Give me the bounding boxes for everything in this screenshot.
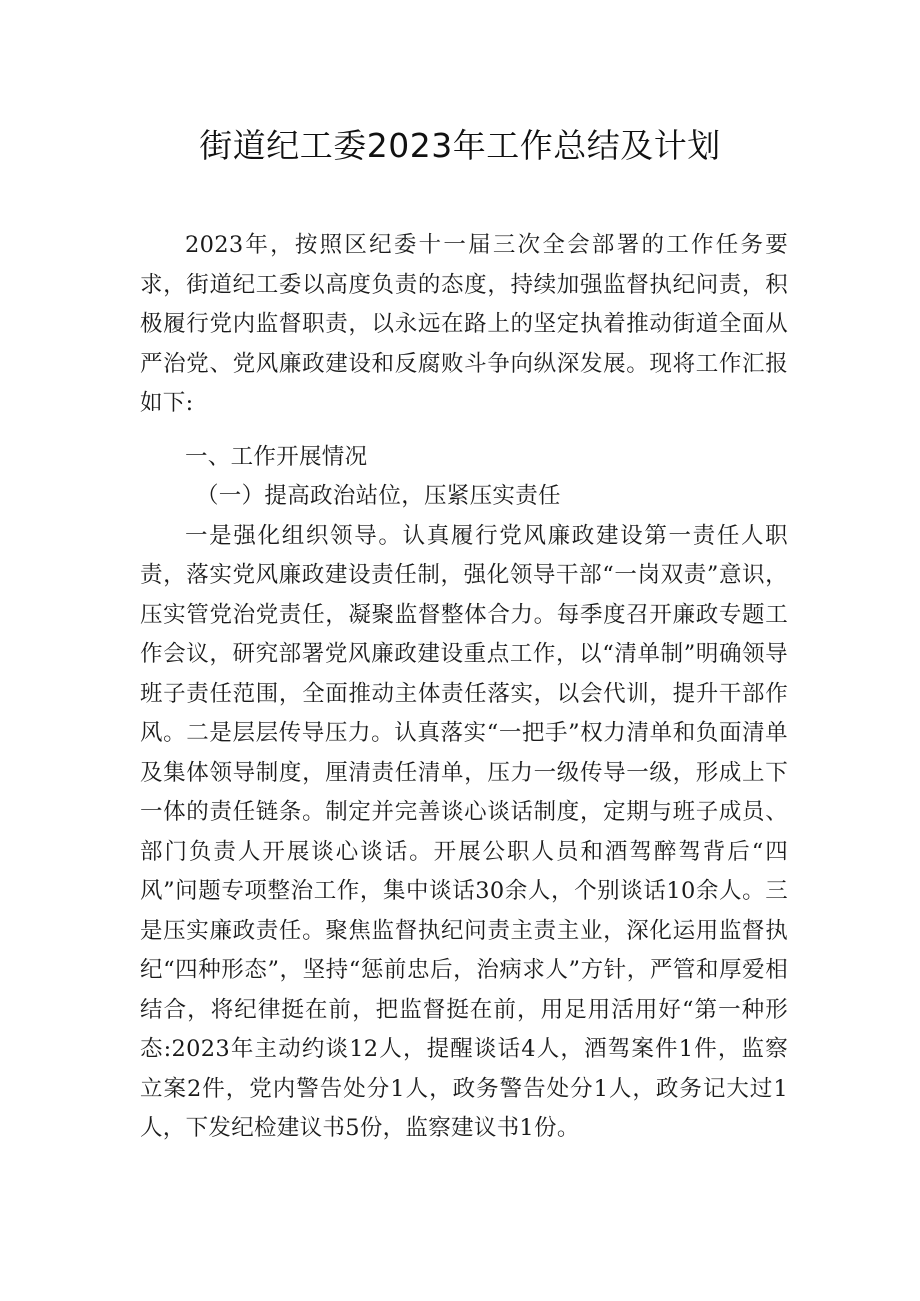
section-heading-work-progress: 一、工作开展情况 bbox=[185, 443, 368, 470]
subsection-heading-political-stance: （一）提高政治站位，压紧压实责任 bbox=[196, 483, 561, 509]
document-body bbox=[140, 226, 788, 1149]
document-title: 街道纪工委2023年工作总结及计划 bbox=[199, 126, 721, 165]
intro-paragraph: 2023年，按照区纪委十一届三次全会部署的工作任务要求，街道纪工委以高度负责的态度，持续加强监督执纪问责，积极履行党内监督职责，以永远在路上的坚定执着推动街道全面从严治党、党风廉政建设和反腐败斗争向纵深发展。现将工作汇报如下: bbox=[140, 232, 788, 416]
subsection-body-paragraph: 一是强化组织领导。认真履行党风廉政建设第一责任人职责，落实党风廉政建设责任制，强化领导干部“一岗双责”意识，压实管党治党责任，凝聚监督整体合力。每季度召开廉政专题工作会议，研究部署党风廉政建设重点工作，以“清单制”明确领导班子责任范围，全面推动主体责任落实，以会代训，提升干部作风。二是层层传导压力。认真落实“一把手”权力清单和负面清单及集体领导制度，厘清责任清单，压力一级传导一级，形成上下一体的责任链条。制定并完善谈心谈话制度，定期与班子成员、部门负责人开展谈心谈话。开展公职人员和酒驾醉驾背后“四风”问题专项整治工作，集中谈话30余人，个别谈话10余人。三是压实廉政责任。聚焦监督执纪问责主责主业，深化运用监督执纪“四种形态”，坚持“惩前忠后，治病求人”方针，严管和厚爱相结合，将纪律挺在前，把监督挺在前，用足用活用好“第一种形态:2023年主动约谈12人，提醒谈话4人，酒驾案件1件，监察立案2件，党内警告处分1人，政务警告处分1人，政务记大过1人，下发纪检建议书5份，监察建议书1份。 bbox=[140, 522, 788, 1141]
